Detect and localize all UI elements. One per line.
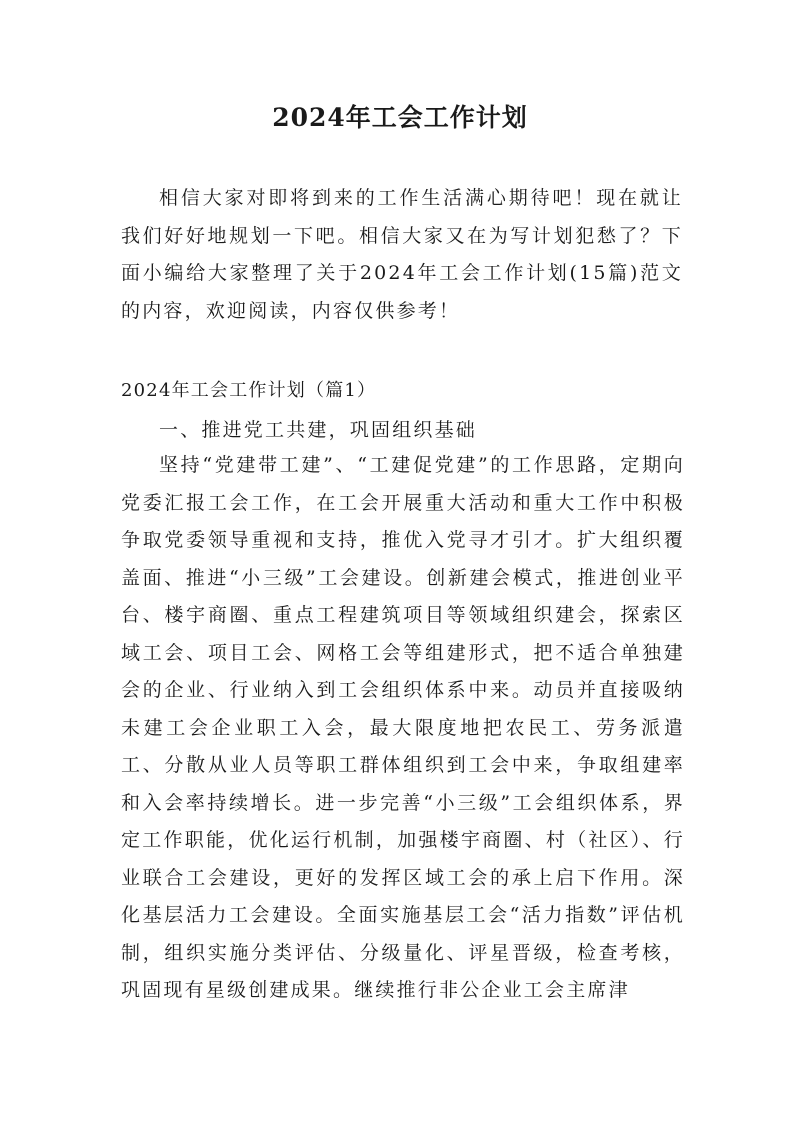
sub-heading: 一、推进党工共建，巩固组织基础 xyxy=(159,419,478,441)
document-title: 2024年工会工作计划 xyxy=(272,103,528,132)
section-heading: 2024年工会工作计划（篇1） xyxy=(121,380,377,401)
body-paragraph: 坚持“党建带工建”、“工建促党建”的工作思路，定期向党委汇报工会工作，在工会开展重大活动和重大工作中积极争取党委领导重视和支持，推优入党寻才引才。扩大组织覆盖面、推进“小三级”工会建设。创新建会模式，推进创业平台、楼宇商圈、重点工程建筑项目等领域组织建会，探索区域工会、项目工会、网格工会等组建形式，把不适合单独建会的企业、行业纳入到工会组织体系中来。动员并直接吸纳未建工会企业职工入会，最大限度地把农民工、劳务派遣工、分散从业人员等职工群体组织到工会中来，争取组建率和入会率持续增长。进一步完善“小三级”工会组织体系，界定工作职能，优化运行机制，加强楼宇商圈、村（社区）、行业联合工会建设，更好的发挥区域工会的承上启下作用。深化基层活力工会建设。全面实施基层工会“活力指数”评估机制，组织实施分类评估、分级量化、评星晋级，检查考核，巩固现有星级创建成果。继续推行非公企业工会主席津 xyxy=(121,454,685,1001)
intro-paragraph: 相信大家对即将到来的工作生活满心期待吧！现在就让我们好好地规划一下吧。相信大家又在为写计划犯愁了？下面小编给大家整理了关于2024年工会工作计划(15篇)范文的内容，欢迎阅读，内容仅供参考！ xyxy=(121,187,683,322)
